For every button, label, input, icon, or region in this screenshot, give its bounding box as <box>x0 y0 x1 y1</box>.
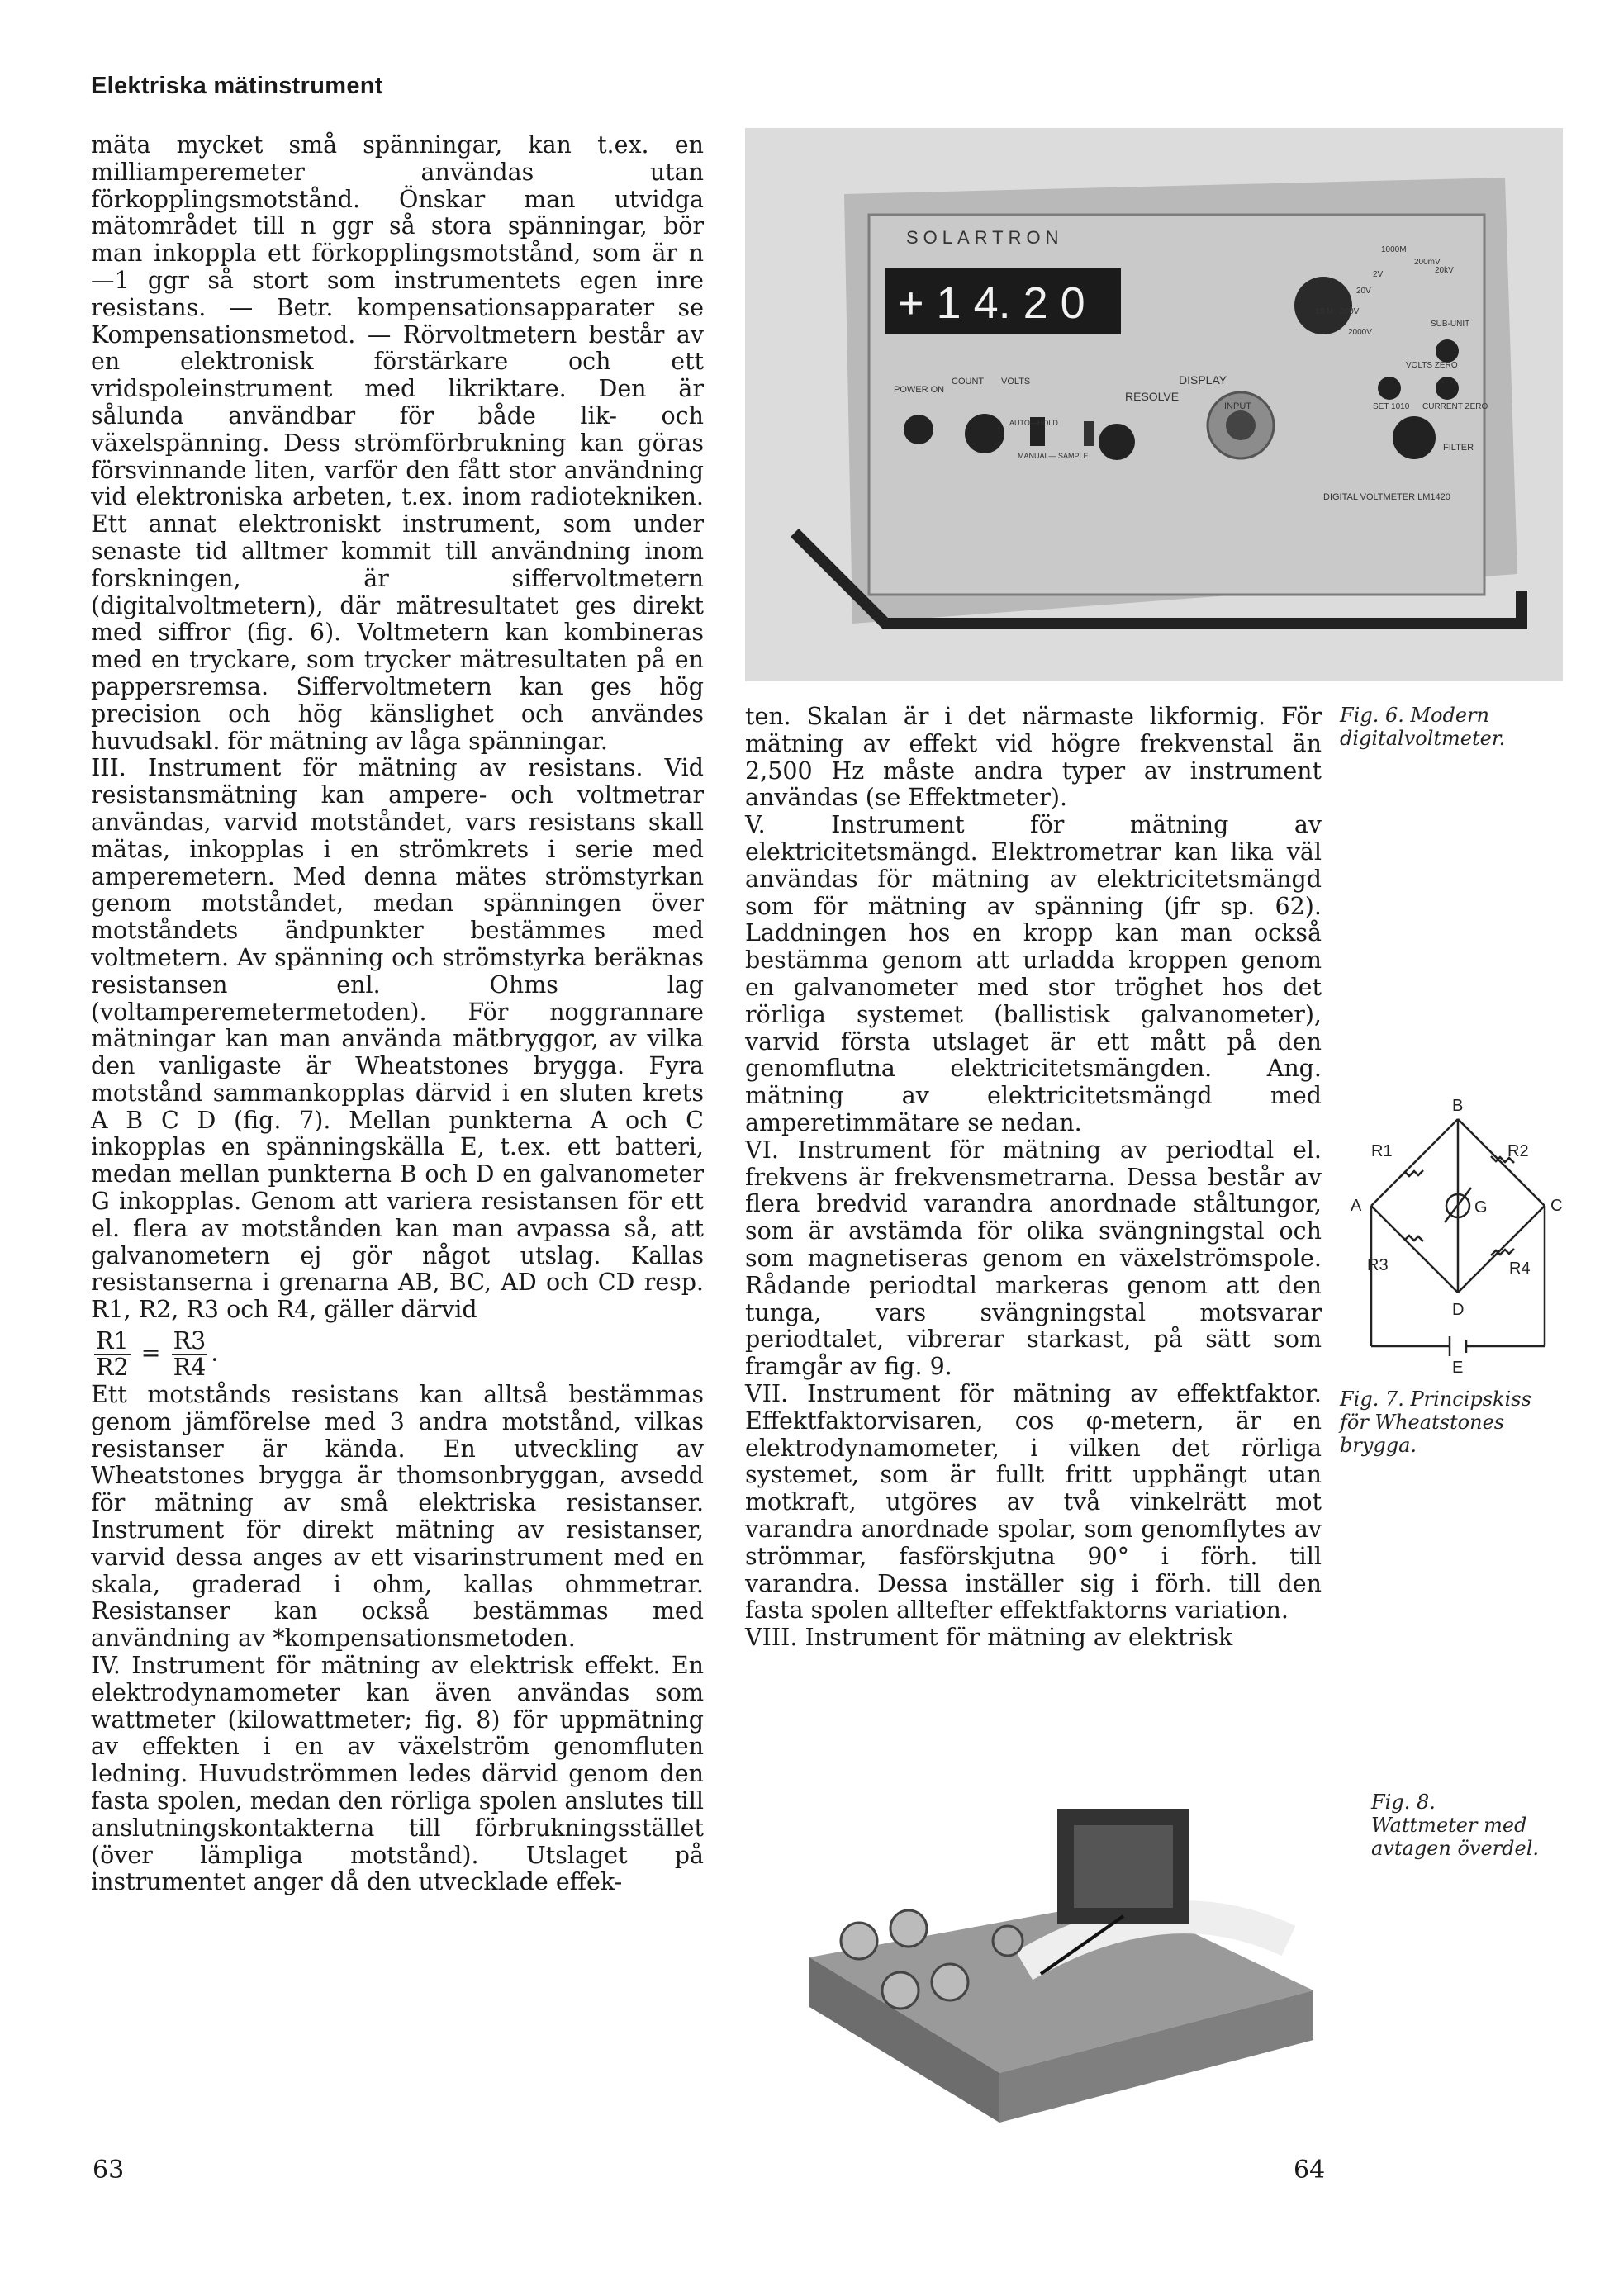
node-c-label: C <box>1550 1197 1563 1215</box>
paragraph: ten. Skalan är i det närmaste likformig. För mätning av effekt vid högre frekvenstal än 2,500 Hz måste andra typer av instrument användas (se Effektmeter). <box>745 703 1322 812</box>
source-e-label: E <box>1452 1359 1464 1377</box>
column-left <box>91 132 704 1896</box>
volts-label: VOLTS <box>1001 377 1031 387</box>
page-number-left: 63 <box>93 2156 125 2185</box>
fraction-left <box>94 1329 131 1380</box>
range-label: 200mV <box>1414 258 1441 267</box>
display-reading: + 1 4. 2 0 <box>898 278 1085 328</box>
caption-fig7: Fig. 7. Principskiss för Wheatstones brygga. <box>1340 1388 1531 1457</box>
bridge-diagram <box>1334 1090 1582 1379</box>
paragraph: III. Instrument för mätning av resistans. Vid resistansmätning kan ampere- och voltmetrar användas, varvid motståndet, vars resistans skall mätas, inkopplas i en strömkrets i serie med amperemetern. Med denna mätes strömstyrkan genom motståndet, medan spänningen över motståndets ändpunkter bestämmes med voltmetern. Av spänning och strömstyrka beräknas resistansen enl. Ohms lag (voltamperemetermetoden). För noggrannare mätningar kan man använda mätbryggor, av vilka den vanligaste är Wheatstones brygga. Fyra motstånd sammankopplas därvid i en sluten krets A B C D (fig. 7). Mellan punkterna A och C inkopplas en spänningskälla E, t.ex. ett batteri, medan mellan punkterna B och D en galvanometer G inkopplas. Genom att variera resistansen för ett el. flera av motstånden kan man avpassa så, att galvanometern ej gör något utslag. Kallas resistanserna i grenarna AB, BC, AD och CD resp. R1, R2, R3 och R4, gäller därvid <box>91 754 704 1324</box>
range-label: 2000V <box>1348 328 1372 337</box>
resistor-r1-label: R1 <box>1371 1142 1393 1160</box>
running-head: Elektriska mätinstrument <box>91 73 383 99</box>
caption-fig8: Fig. 8. Wattmeter med avtagen överdel. <box>1371 1791 1540 1860</box>
galvanometer-g-label: G <box>1474 1198 1488 1217</box>
auto-hold-label: AUTO—HOLD <box>1009 419 1058 427</box>
display-label: DISPLAY <box>1179 373 1227 387</box>
denominator: R2 <box>96 1354 129 1382</box>
count-label: COUNT <box>952 377 985 387</box>
power-label: POWER ON <box>894 385 945 395</box>
denominator: R4 <box>173 1354 207 1382</box>
numerator: R3 <box>173 1327 207 1355</box>
figure-wattmeter <box>776 1776 1355 2139</box>
brand-label: SOLARTRON <box>906 227 1064 248</box>
fraction-right <box>172 1329 208 1380</box>
paragraph: IV. Instrument för mätning av elektrisk effekt. En elektrodynamometer kan även användas som wattmeter (kilowattmeter; fig. 8) för uppmätning av effekten i en av växelström genomfluten ledning. Huvudströmmen ledes därvid genom den fasta spolen, medan den rörliga spolen anslutes till anslutningskontakterna till förbrukningsstället (över lämpliga motstånd). Utslaget på instrumentet anger då den utvecklade effek- <box>91 1652 704 1896</box>
equals-sign: = <box>140 1339 161 1367</box>
range-label: 200V <box>1340 307 1360 316</box>
current-zero-label: CURRENT ZERO <box>1422 402 1488 411</box>
node-b-label: B <box>1452 1097 1464 1115</box>
paragraph: V. Instrument för mätning av elektricitetsmängd. Elektrometrar kan lika väl användas för mätning av elektricitetsmängd som för mätning av spänning (jfr sp. 62). Laddningen hos en kropp kan man också bestämma genom att urladda kroppen genom en galvanometer med stor tröghet hos det rörliga systemet (ballistisk galvanometer), varvid första utslaget är ett mått på den genomflutna elektricitetsmängden. Ang. mätning av elektricitetsmängd med amperetimmätare se nedan. <box>745 811 1322 1136</box>
paragraph: mäta mycket små spänningar, kan t.ex. en milliamperemeter användas utan förkopplingsmotstånd. Önskar man utvidga mätområdet till n ggr så stora spänningar, bör man inkoppla ett förkopplingsmotstånd, som är n—1 ggr så stort som instrumentets egen inre resistans. — Betr. kompensationsapparater se Kompensationsmetod. — Rörvoltmetern består av en elektronisk förstärkare och ett vridspoleinstrument med likriktare. Den är sålunda användbar för både lik- och växelspänning. Dess strömförbrukning kan göras försvinnande liten, varför den fått stor användning vid elektroniska arbeten, t.ex. inom radiotekniken. Ett annat elektroniskt instrument, som under senaste tid alltmer kommit till användning inom forskningen, är siffervoltmetern (digitalvoltmetern), där mätresultatet ges direkt med siffror (fig. 6). Voltmetern kan kombineras med en tryckare, som trycker mätresultaten på en pappersremsa. Siffervoltmetern kan ges hög precision och hög känslighet och användes huvudsakl. för mätning av låga spänningar. <box>91 131 704 755</box>
range-label: 10 M <box>1315 307 1334 316</box>
page-number-right: 64 <box>1294 2156 1326 2185</box>
input-label: INPUT <box>1224 401 1251 411</box>
figure-wheatstone-bridge <box>1334 1090 1582 1379</box>
range-label: 2V <box>1373 270 1384 279</box>
numerator: R1 <box>96 1327 129 1355</box>
formula-line: $\frac{R1}{R2}$ = $\frac{R3}{R4}$ . <box>96 1327 219 1382</box>
node-a-label: A <box>1351 1197 1362 1215</box>
range-label: SUB-UNIT <box>1431 320 1470 329</box>
column-right <box>745 704 1322 1652</box>
resistor-r4-label: R4 <box>1509 1259 1531 1278</box>
manual-sample-label: MANUAL— SAMPLE <box>1018 452 1089 460</box>
wattmeter-photo <box>776 1776 1355 2139</box>
paragraph: VI. Instrument för mätning av periodtal el. frekvens är frekvensmetrarna. Dessa består av flera bredvid varandra anordnade ståltungor, som är avstämda för olika svängningstal och som magnetiseras genom en växelströmspole. Rådande periodtal markeras genom att den tunga, vars svängningstal motsvarar periodtalet, vibrerar starkast, på sätt som framgår av fig. 9. <box>745 1136 1322 1381</box>
paragraph: Ett motstånds resistans kan alltså bestämmas genom jämförelse med 3 andra motstånd, vilkas resistanser är kända. En utveckling av Wheatstones brygga är thomsonbryggan, avsedd för mätning av små elektriska resistanser. Instrument för direkt mätning av resistanser, varvid dessa anges av ett visarinstrument med en skala, graderad i ohm, kallas ohmmetrar. Resistanser kan också bestämmas med användning av *kompensationsmetoden. <box>91 1381 704 1653</box>
range-label: 20V <box>1356 287 1371 296</box>
caption-fig6: Fig. 6. Modern digitalvoltmeter. <box>1340 704 1506 750</box>
filter-label: FILTER <box>1443 443 1474 453</box>
resistor-r3-label: R3 <box>1367 1256 1389 1274</box>
range-label: 20kV <box>1435 266 1454 275</box>
paragraph: VII. Instrument för mätning av effektfaktor. Effektfaktorvisaren, cos φ-metern, är en elektrodynamometer, i vilken det rörliga systemet, som är fullt fritt upphängt utan motkraft, utgöres av två vinkelrätt mot varandra anordnade spolar, som genomflytes av strömmar, fasförskjutna 90° i förh. till varandra. Dessa inställer sig i förh. till den fasta spolen alltefter effektfaktorns variation. <box>745 1379 1322 1625</box>
node-d-label: D <box>1452 1301 1465 1319</box>
volts-zero-label: VOLTS ZERO <box>1406 361 1458 370</box>
figure-digital-voltmeter <box>745 128 1563 681</box>
paragraph: VIII. Instrument för mätning av elektrisk <box>745 1624 1233 1652</box>
resolve-label: RESOLVE <box>1125 390 1180 403</box>
model-label: DIGITAL VOLTMETER LM1420 <box>1323 492 1450 502</box>
resistor-r2-label: R2 <box>1507 1142 1529 1160</box>
range-label: 1000M <box>1381 245 1407 254</box>
voltmeter-photo <box>745 128 1563 681</box>
set-label: SET 1010 <box>1373 402 1410 411</box>
